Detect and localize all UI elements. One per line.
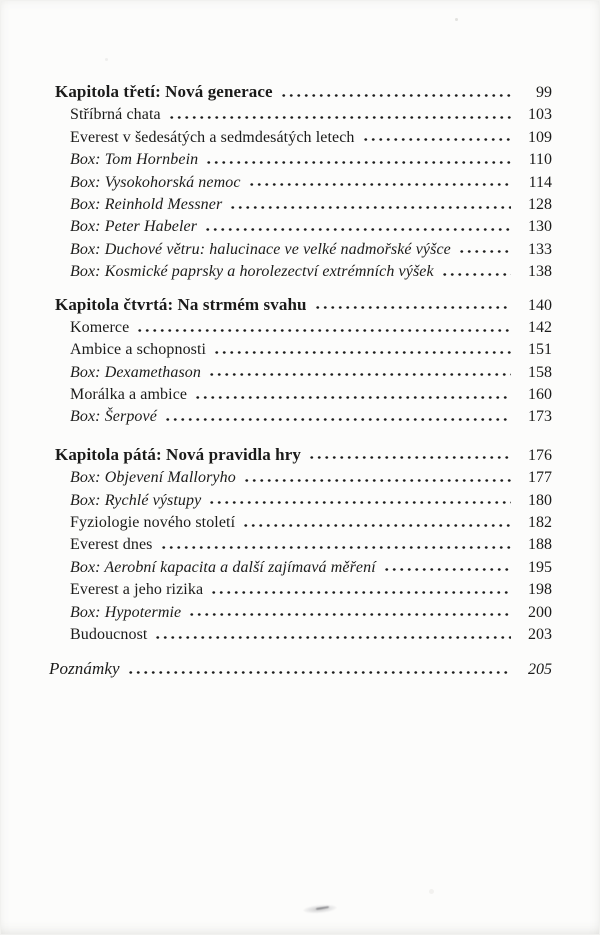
toc-entry-row xyxy=(55,258,552,280)
toc-entry-page-number: 205 xyxy=(528,661,552,679)
toc-entry-page-number: 128 xyxy=(528,195,552,213)
toc-entry-label: Budoucnost xyxy=(70,625,148,643)
dot-leader xyxy=(248,169,511,187)
toc-entry-row xyxy=(55,487,552,509)
toc-entry-row xyxy=(55,213,552,235)
toc-entry-row xyxy=(55,576,552,598)
toc-entry-label: Everest dnes xyxy=(70,536,153,554)
toc-entry-row xyxy=(55,146,552,168)
dot-leader xyxy=(362,124,511,142)
toc-entry-page-number: 151 xyxy=(528,341,552,359)
toc-section xyxy=(55,79,552,281)
dot-leader xyxy=(243,464,511,482)
toc-entry-row xyxy=(55,509,552,531)
dot-leader xyxy=(164,403,511,421)
toc-entry-page-number: 109 xyxy=(528,128,552,146)
dot-leader xyxy=(208,359,511,377)
toc-entry-page-number: 160 xyxy=(528,386,552,404)
toc-entry-row xyxy=(55,464,552,486)
toc-entry-row xyxy=(55,101,552,123)
toc-entry-row xyxy=(55,381,552,403)
toc-entry-page-number: 133 xyxy=(528,240,552,258)
toc-entry-label: Fyziologie nového století xyxy=(70,514,236,532)
dot-leader xyxy=(280,79,511,97)
toc-entry-page-number: 140 xyxy=(528,296,552,314)
dot-leader xyxy=(188,599,511,617)
toc-entry-label: Komerce xyxy=(70,318,130,336)
toc-entry-page-number: 177 xyxy=(528,469,552,487)
toc-entry-label: Morálka a ambice xyxy=(70,386,188,404)
toc-entry-page-number: 188 xyxy=(528,536,552,554)
dot-leader xyxy=(127,656,511,674)
toc-entry-label: Box: Dexamethason xyxy=(70,363,201,381)
toc-entry-label: Box: Hypotermie xyxy=(70,603,182,621)
toc-entry-label: Everest a jeho rizika xyxy=(70,581,204,599)
dot-leader xyxy=(383,554,511,572)
dot-leader xyxy=(229,191,511,209)
dot-leader xyxy=(136,314,511,332)
toc-entry-row xyxy=(55,314,552,336)
toc-entry-row xyxy=(55,169,552,191)
dot-leader xyxy=(210,576,511,594)
toc-entry-row xyxy=(55,554,552,576)
toc-entry-label: Box: Tom Hornbein xyxy=(70,151,199,169)
dot-leader xyxy=(204,213,511,231)
toc-footer-row xyxy=(49,656,552,678)
toc-entry-page-number: 182 xyxy=(528,514,552,532)
toc-entry-label: Box: Šerpové xyxy=(70,408,157,426)
dot-leader xyxy=(205,146,511,164)
dot-leader xyxy=(160,531,511,549)
toc-entry-page-number: 142 xyxy=(528,318,552,336)
toc-entry-page-number: 158 xyxy=(528,363,552,381)
toc-entry-label: Everest v šedesátých a sedmdesátých letech xyxy=(70,128,355,146)
dot-leader xyxy=(242,509,511,527)
toc-entry-page-number: 103 xyxy=(528,106,552,124)
toc-entry-row xyxy=(55,621,552,643)
dot-leader xyxy=(314,292,511,310)
toc-entry-page-number: 130 xyxy=(528,218,552,236)
toc-entry-page-number: 200 xyxy=(528,603,552,621)
toc-entry-page-number: 176 xyxy=(528,446,552,464)
toc-entry-row xyxy=(55,191,552,213)
scan-speck xyxy=(455,18,458,21)
toc-entry-label: Kapitola pátá: Nová pravidla hry xyxy=(55,444,301,464)
dot-leader xyxy=(308,442,511,460)
toc-entry-label: Box: Kosmické paprsky a horolezectví extrémních výšek xyxy=(70,263,434,281)
toc-chapter-row xyxy=(55,442,552,464)
dot-leader xyxy=(208,487,511,505)
toc-entry-page-number: 180 xyxy=(528,491,552,509)
dot-leader xyxy=(154,621,511,639)
toc-entry-page-number: 195 xyxy=(528,558,552,576)
toc-entry-label: Box: Vysokohorská nemoc xyxy=(70,173,241,191)
toc-entry-row xyxy=(55,531,552,553)
toc-entry-page-number: 203 xyxy=(528,625,552,643)
dot-leader xyxy=(441,258,511,276)
toc-entry-page-number: 198 xyxy=(528,581,552,599)
toc-entry-page-number: 173 xyxy=(528,408,552,426)
toc-entry-row xyxy=(55,124,552,146)
toc-section xyxy=(55,442,552,644)
toc-chapter-row xyxy=(55,79,552,101)
toc-entry-label: Box: Reinhold Messner xyxy=(70,195,223,213)
toc-entry-row xyxy=(55,236,552,258)
toc-section xyxy=(55,292,552,426)
toc-entry-label: Kapitola třetí: Nová generace xyxy=(55,82,273,101)
toc-entry-label: Ambice a schopnosti xyxy=(70,341,207,359)
toc-entry-page-number: 138 xyxy=(528,263,552,281)
toc-entry-label: Box: Objevení Malloryho xyxy=(70,469,236,487)
toc-entry-page-number: 110 xyxy=(528,151,552,169)
toc-entry-page-number: 114 xyxy=(528,173,552,191)
dot-leader xyxy=(213,336,511,354)
toc-entry-label: Stříbrná chata xyxy=(70,106,161,124)
table-of-contents xyxy=(0,79,600,679)
dot-leader xyxy=(194,381,511,399)
toc-chapter-row xyxy=(55,292,552,314)
toc-entry-row xyxy=(55,359,552,381)
toc-entry-label: Poznámky xyxy=(49,659,120,679)
dot-leader xyxy=(168,101,511,119)
toc-entry-label: Box: Peter Habeler xyxy=(70,218,198,236)
toc-entry-label: Box: Duchové větru: halucinace ve velké nadmořské výšce xyxy=(70,240,451,258)
toc-entry-label: Box: Rychlé výstupy xyxy=(70,491,202,509)
toc-entry-label: Box: Aerobní kapacita a další zajímavá měření xyxy=(70,558,376,576)
dot-leader xyxy=(458,236,511,254)
toc-entry-label: Kapitola čtvrtá: Na strmém svahu xyxy=(55,294,307,314)
toc-entry-page-number: 99 xyxy=(536,84,552,101)
toc-entry-row xyxy=(55,403,552,425)
toc-entry-row xyxy=(55,599,552,621)
toc-entry-row xyxy=(55,336,552,358)
